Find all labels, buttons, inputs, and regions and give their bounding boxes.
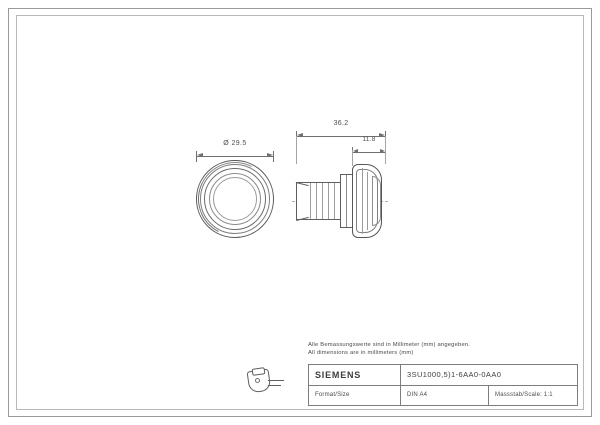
- dimension-bezel-depth-label: 11.8: [362, 136, 376, 143]
- note-german: Alle Bemassungswerte sind in Millimeter (mm) angegeben.: [308, 342, 471, 348]
- scale-label: Massstab/Scale:: [495, 392, 543, 399]
- bezel-detail-line-2: [367, 172, 368, 230]
- dimension-overall-length-label: 36.2: [333, 120, 349, 127]
- company-name: SIEMENS: [315, 369, 362, 380]
- bezel-detail-line-1: [362, 168, 363, 234]
- thread-line-4: [328, 183, 329, 219]
- dimension-bezel-depth: [352, 136, 386, 158]
- dimension-line: [196, 156, 274, 157]
- collar-line-1: [346, 175, 347, 227]
- thread-line-1: [310, 183, 311, 219]
- bezel-highlight-arc: [188, 152, 281, 245]
- sealing-boot-icon: [246, 368, 286, 400]
- note-english: All dimensions are in millimeters (mm): [308, 350, 414, 356]
- arrow-left-icon: [353, 149, 358, 153]
- threaded-body: [296, 182, 342, 220]
- part-number: 3SU1000,5)1-6AA0-0AA0: [407, 370, 502, 380]
- arrow-right-icon: [267, 153, 273, 157]
- arrow-left-icon: [297, 133, 303, 137]
- scale-number: 1:1: [543, 392, 553, 399]
- title-block: [308, 364, 578, 406]
- dimension-front-diameter-label: Ø 29.5: [223, 140, 247, 147]
- boot-center-dot: [255, 378, 260, 383]
- thread-line-5: [334, 183, 335, 219]
- thread-line-3: [322, 183, 323, 219]
- company-logo: [309, 365, 401, 385]
- side-view-pushbutton: [296, 160, 386, 242]
- drawing-notes: [308, 341, 528, 357]
- button-face-profile: [372, 176, 381, 226]
- front-view-pushbutton: [196, 160, 274, 238]
- title-block-row-meta: [309, 386, 577, 406]
- thread-line-2: [316, 183, 317, 219]
- title-block-row-main: [309, 365, 577, 386]
- format-value: DIN A4: [401, 386, 489, 406]
- boot-leader-line-2: [268, 385, 281, 386]
- scale-value: [489, 386, 577, 406]
- arrow-left-icon: [197, 153, 203, 157]
- format-label: Format/Size: [309, 386, 401, 406]
- dimension-front-diameter: [196, 140, 274, 162]
- boot-leader-line-1: [268, 380, 284, 381]
